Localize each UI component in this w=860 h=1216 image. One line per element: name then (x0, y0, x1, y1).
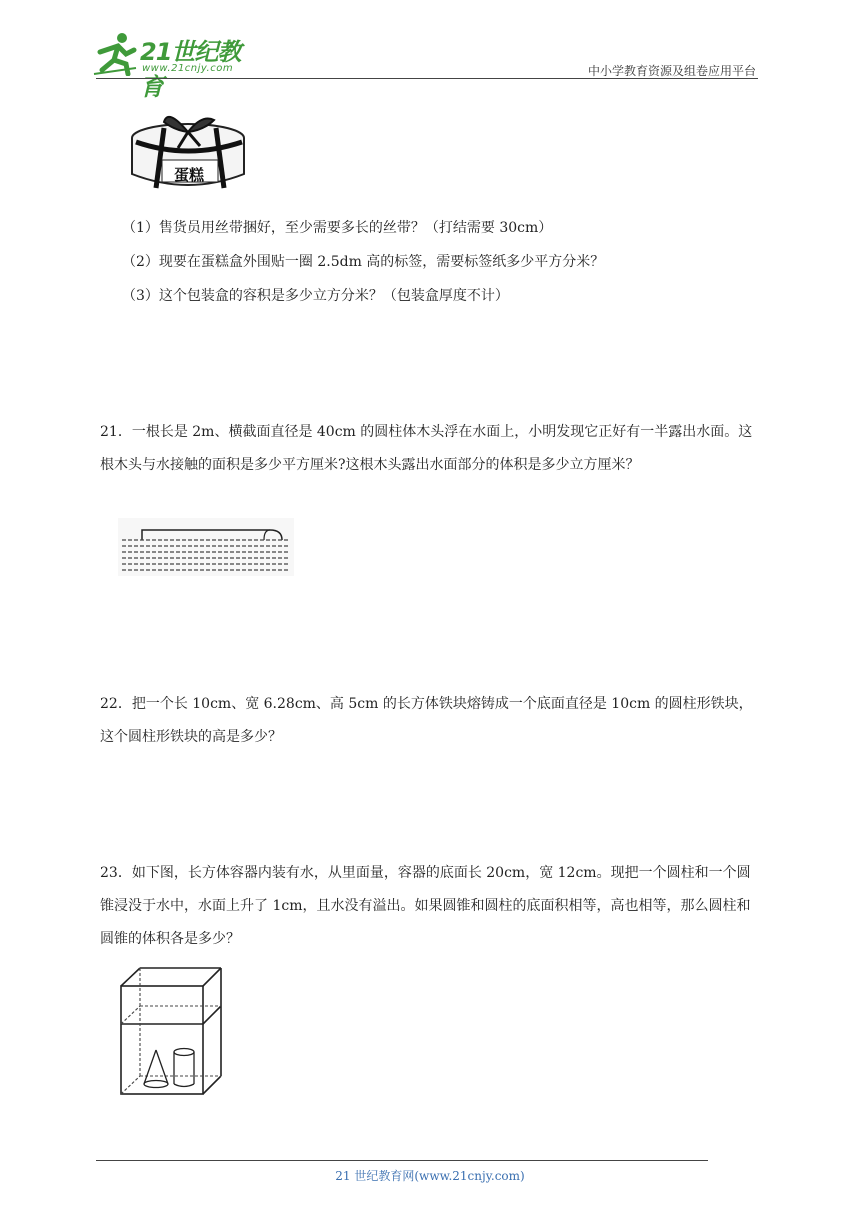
cake-label: 蛋糕 (174, 166, 205, 184)
q20-item-1: （1）售货员用丝带捆好，至少需要多长的丝带？（打结需要 30cm） (122, 220, 553, 236)
question-21: 21．一根长是 2m、横截面直径是 40cm 的圆柱体木头浮在水面上，小明发现它正好有一半露出水面。这根木头与水接触的面积是多少平方厘米?这根木头露出水面部分的体积是多少立方厘米？ (100, 424, 753, 473)
floating-log-figure (118, 518, 294, 580)
platform-name: 中小学教育资源及组卷应用平台 (587, 64, 756, 78)
cake-box-figure (124, 108, 254, 202)
logo-url: www.21cnjy.com (142, 63, 234, 74)
runner-logo-icon (92, 30, 140, 76)
question-23: 23．如下图，长方体容器内装有水，从里面量，容器的底面长 20cm，宽 12cm。现把一个圆柱和一个圆锥浸没于水中，水面上升了 1cm，且水没有溢出。如果圆锥和圆柱的底面积相等，高也相等，那么圆柱和圆锥的体积各是多少？ (100, 865, 751, 947)
question-22: 22．把一个长 10cm、宽 6.28cm、高 5cm 的长方体铁块熔铸成一个底面直径是 10cm 的圆柱形铁块，这个圆柱形铁块的高是多少？ (100, 696, 753, 745)
header-divider (96, 78, 758, 79)
footer-divider (96, 1160, 708, 1161)
logo-text: 21世纪教育 (140, 38, 241, 101)
q20-item-3: （3）这个包装盒的容积是多少立方分米？（包装盒厚度不计） (122, 288, 509, 304)
site-logo (92, 30, 262, 101)
footer-text: 21 世纪教育网(www.21cnjy.com) (335, 1169, 525, 1183)
q20-item-2: （2）现要在蛋糕盒外围贴一圈 2.5dm 高的标签，需要标签纸多少平方分米？ (122, 254, 605, 270)
container-figure (118, 966, 224, 1102)
